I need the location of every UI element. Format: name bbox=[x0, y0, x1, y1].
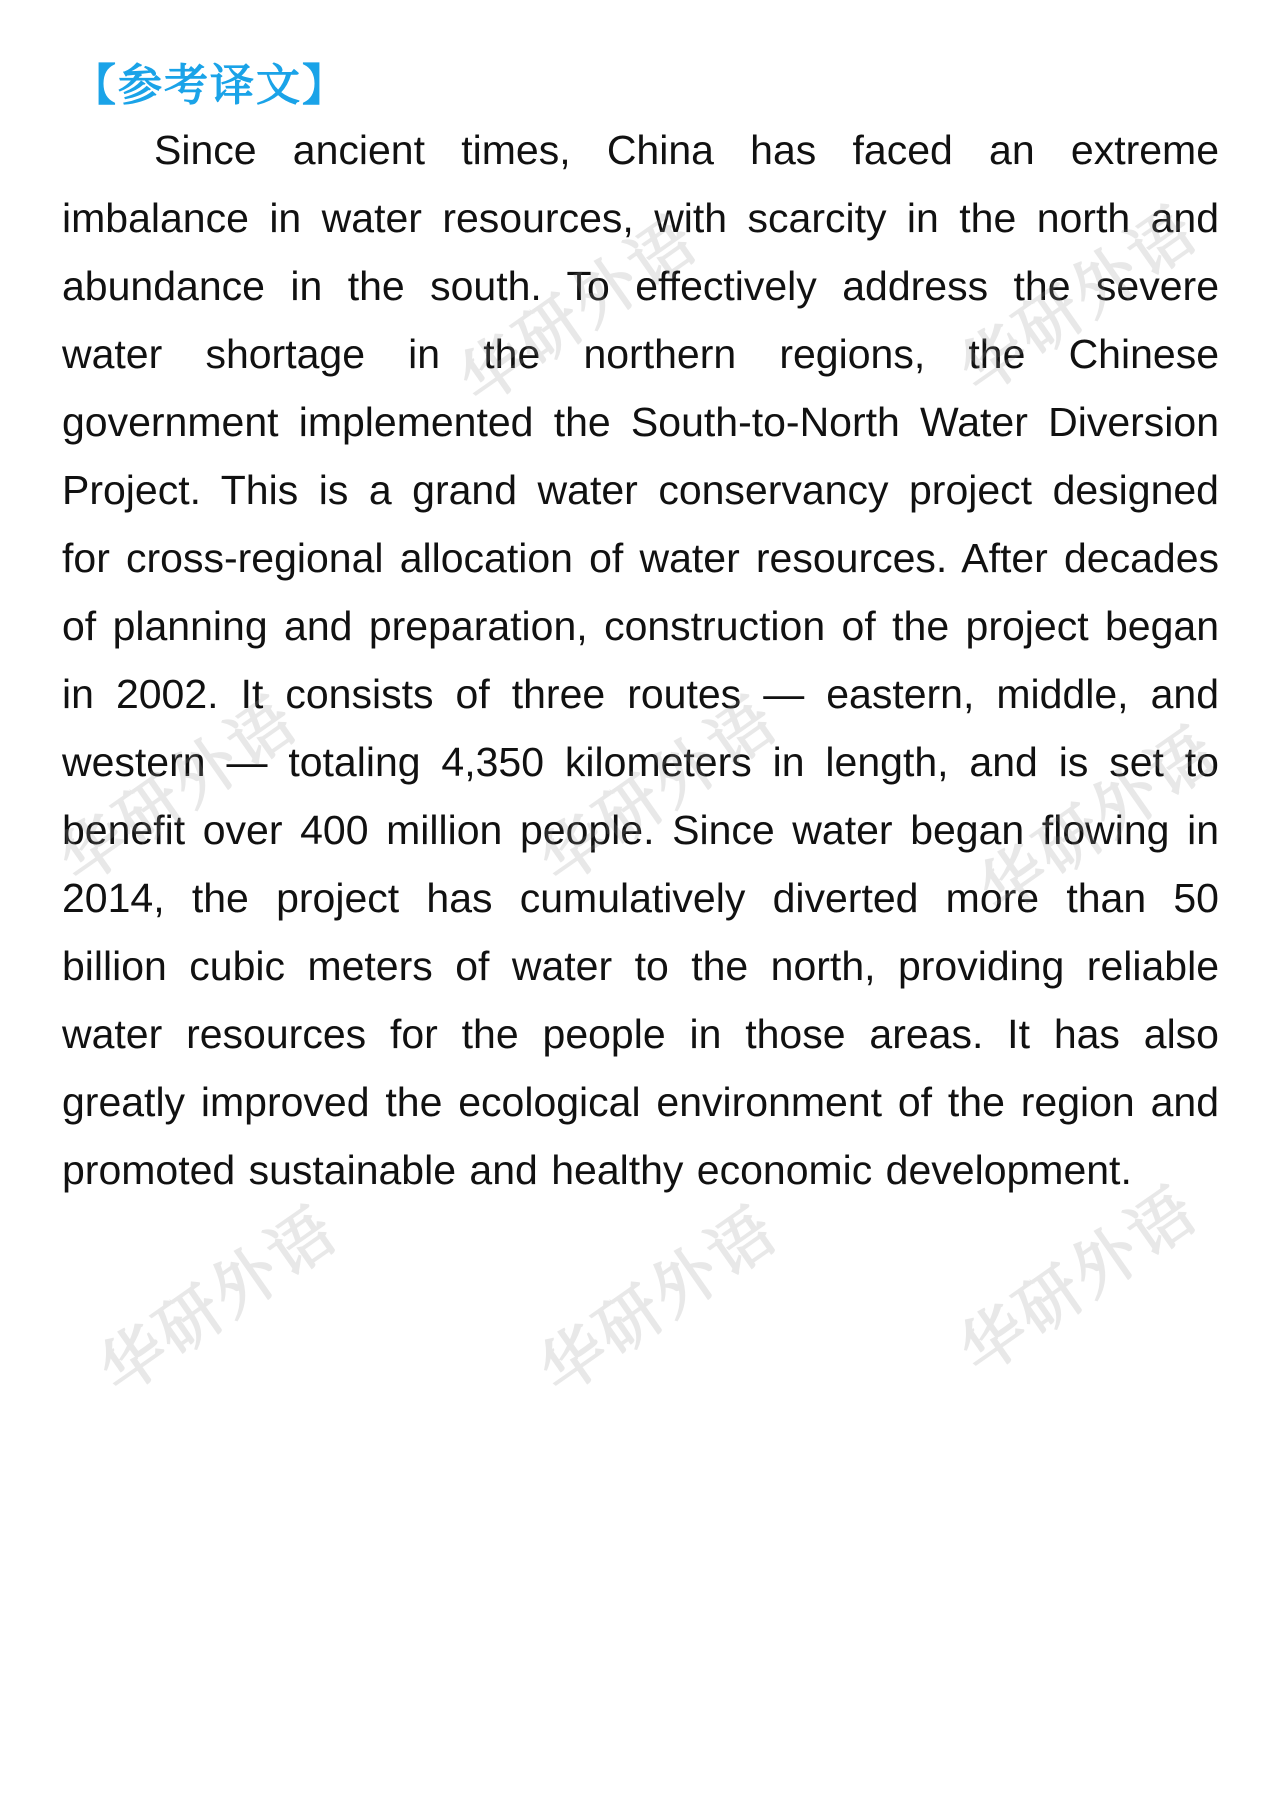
watermark-6: 华研外语 bbox=[86, 1192, 353, 1410]
watermark-1: 华研外语 bbox=[446, 202, 713, 420]
watermark-5: 华研外语 bbox=[966, 712, 1233, 930]
watermark-4: 华研外语 bbox=[526, 682, 793, 900]
watermark-3: 华研外语 bbox=[46, 682, 313, 900]
translation-paragraph: Since ancient times, China has faced an extreme imbalance in water resources, with scarcity in the north and abundance in the south. To effectively address the severe water shortage in the northern regions, the Chinese government implemented the South-to-North Water Diversion Project. This is a grand water conservancy project designed for cross-regional allocation of water resources. After decades of planning and preparation, construction of the project began in 2002. It consists of three routes — eastern, middle, and western — totaling 4,350 kilometers in length, and is set to benefit over 400 million people. Since water began flowing in 2014, the project has cumulatively diverted more than 50 billion cubic meters of water to the north, providing reliable water resources for the people in those areas. It has also greatly improved the ecological environment of the region and promoted sustainable and healthy economic development. bbox=[62, 127, 1219, 1193]
watermark-2: 华研外语 bbox=[946, 192, 1213, 410]
section-heading: 【参考译文】 bbox=[72, 60, 348, 111]
watermark-7: 华研外语 bbox=[526, 1192, 793, 1410]
watermark-8: 华研外语 bbox=[946, 1172, 1213, 1390]
